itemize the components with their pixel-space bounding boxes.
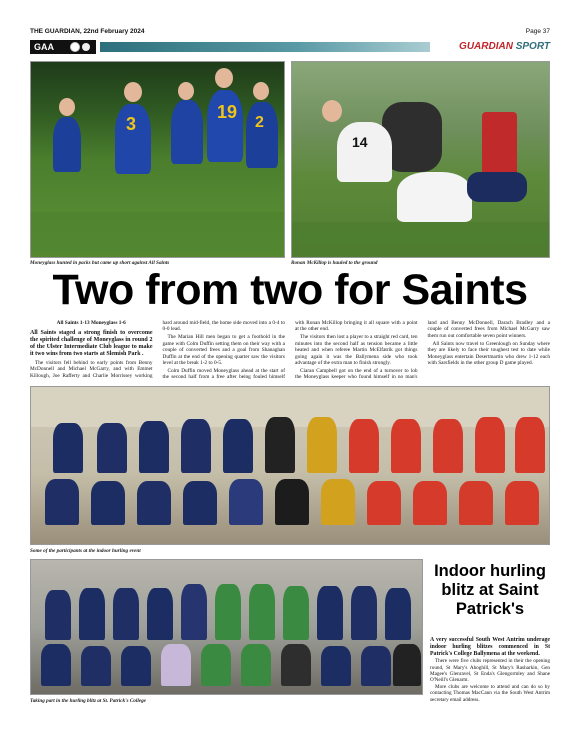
photo4-caption: Taking part in the hurling blitz at St. Patrick's College — [30, 698, 146, 704]
main-article — [30, 320, 550, 382]
football-icon — [70, 42, 80, 52]
side-article — [430, 637, 550, 704]
article-paragraph: The visitors then lost a player to a straight red card, ten minutes into the second half as tension became a little heated and when referee Martin McElfatrik got things going again it was the Ballymena side who took advantage of the extra man to finish strongly. — [295, 334, 418, 366]
gaa-section-label — [30, 40, 96, 54]
sliotar-icon — [82, 43, 90, 51]
football-action-photo: 3 19 2 — [30, 61, 285, 258]
section-divider — [100, 42, 430, 52]
article-lead: All Saints staged a strong finish to overcome the spirited challenge of Moneyglass in round 2 of the Ulster Intermediate Club league to make it two wins from two starts at Slemish Park . — [30, 330, 153, 358]
side-headline: Indoor hurling blitz at Saint Patrick's — [434, 562, 546, 618]
article-paragraph: The visitors fell behind to early points from Benny McDonnell and Michael McGarry, and with Emmet Killough, Joe Rafferty and Charlie Morrissey working hard around mid-field, the home side moved into a 0-4 to 0-0 lead. — [30, 320, 285, 379]
side-article-paragraph: More clubs are welcome to attend and can do so by contacting Thomas MacCann via the South West Antrim secretary email address. — [430, 684, 550, 703]
article-paragraph: Ciaran Campbell got on the end of a turnover to lob the Moneyglass keeper who found himself in no man's land and Benny McDonnell, Darach Bradley and a couple of converted frees from Michael McGarry saw them run out comfortable seven point winners. — [295, 320, 550, 381]
indoor-hurling-group-photo — [30, 386, 550, 545]
article-paragraph: Colm Duffin moved Moneyglass ahead at the start of the second half from a free after being fouled himself with Ronan McKillop bringing it all square with a point at the other end. — [162, 320, 418, 381]
match-score: All Saints 1-13 Moneyglass 1-6 — [56, 320, 126, 326]
masthead — [30, 28, 550, 38]
tackle-photo: 14 — [291, 61, 550, 258]
photo3-caption: Some of the participants at the indoor hurling event — [30, 548, 141, 554]
side-article-lead: A very successful South West Antrim underage indoor hurling blitzes commenced in St Patrick's College Ballymena at the weekend. — [430, 637, 550, 657]
gaa-label-text: GAA — [34, 42, 54, 52]
brand-sport: SPORT — [515, 41, 550, 52]
photo2-caption: Ronan McKillop is hauled to the ground — [291, 260, 378, 266]
guardian-sport-logo — [459, 40, 550, 54]
hurling-blitz-group-photo — [30, 559, 423, 695]
brand-guardian: GUARDIAN — [459, 41, 513, 52]
side-article-paragraph: There were five clubs represented in their the opening round, St Mary's Ahoghill, St Mary's Rasharkin, Gen Magee's Glenravel, St Enda's Glengormley and Shane O'Neill's Glenarm. — [430, 658, 550, 683]
article-paragraph: The Marian Hill men began to get a foothold in the game with Colm Duffin setting them on their way with a couple of converted frees and a goal from Shanaghan Duffin at the end of the opening quarter saw the visitors level at the break 1-2 to 0-5. — [162, 334, 285, 366]
article-paragraph: All Saints now travel to Greenlough on Sunday where they are likely to face their toughest test to date while Moneyglass entertain Desertmartin who drew 1-12 each with Sarsfields in the other group D game played. — [427, 340, 550, 366]
main-headline: Two from two for Saints — [52, 266, 528, 314]
page-number: Page 37 — [525, 28, 550, 35]
section-bar — [30, 40, 550, 54]
photo1-caption: Moneyglass hunted in packs but came up short against All Saints — [30, 260, 170, 266]
newspaper-date: THE GUARDIAN, 22nd February 2024 — [30, 28, 145, 35]
